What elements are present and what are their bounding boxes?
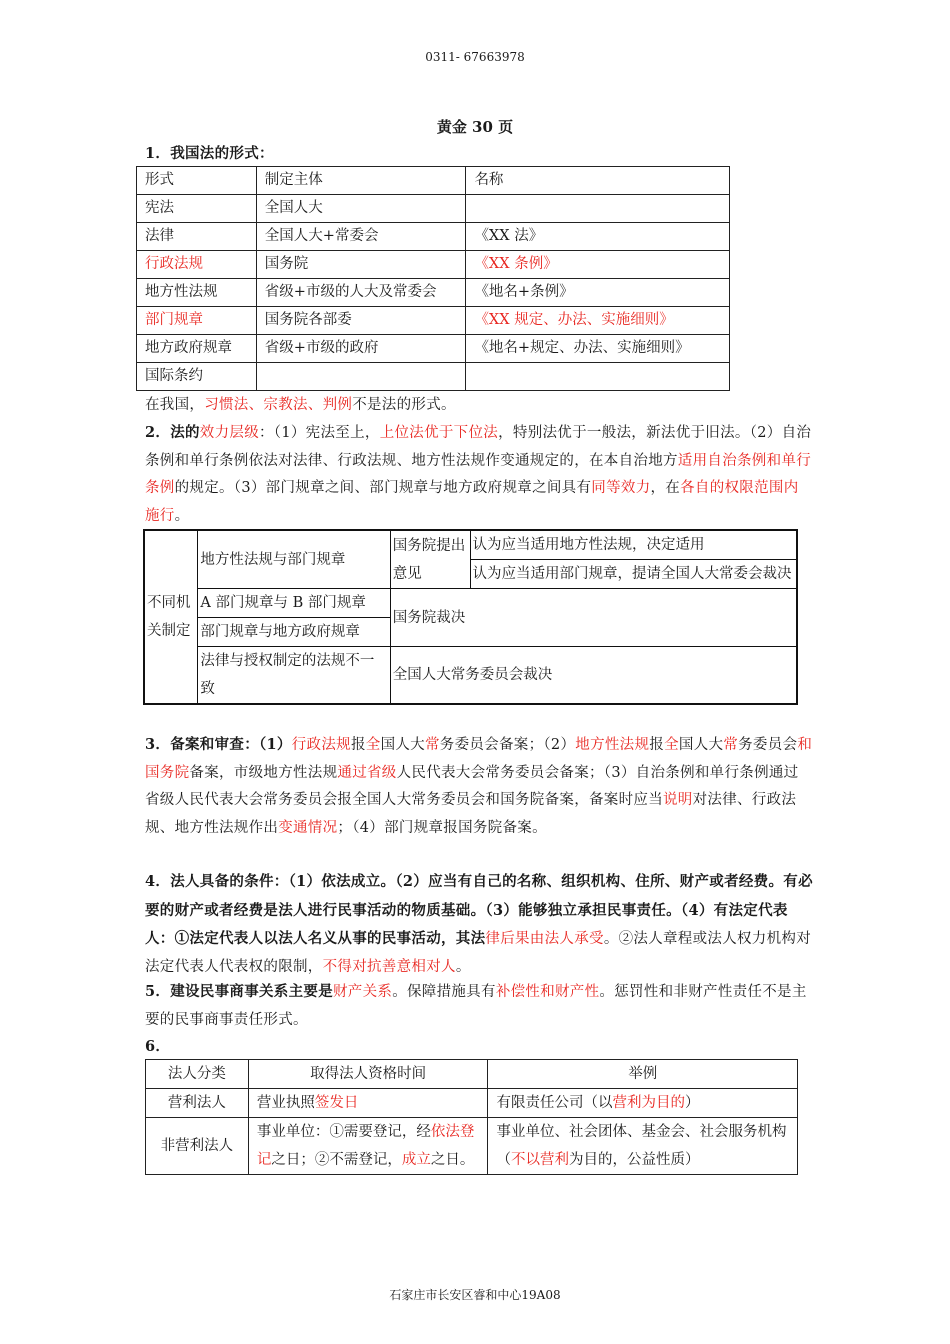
cell: 国务院各部委	[256, 307, 466, 335]
cell	[256, 363, 466, 391]
table-header: 名称	[466, 167, 730, 195]
cell: 有限责任公司（以营利为目的）	[488, 1089, 798, 1118]
cell: A 部门规章与 B 部门规章	[198, 589, 390, 618]
cell: 地方政府规章	[137, 335, 257, 363]
cell-left: 不同机关制定	[144, 530, 198, 704]
table-header: 取得法人资格时间	[248, 1060, 488, 1089]
cell: 非营利法人	[146, 1118, 249, 1175]
table-row	[137, 307, 730, 335]
cell: 国务院	[256, 251, 466, 279]
cell: 营利法人	[146, 1089, 249, 1118]
cell: 宪法	[137, 195, 257, 223]
section5-paragraph: 5．建设民事商事关系主要是财产关系。保障措施具有补偿性和财产性。惩罚性和非财产性责任不是主要的民事商事责任形式。	[145, 983, 807, 1028]
table-row	[146, 1118, 798, 1175]
cell: 全国人大+常委会	[256, 223, 466, 251]
cell: 营业执照签发日	[248, 1089, 488, 1118]
section6-heading: 6．	[145, 1038, 171, 1055]
cell: 全国人大常务委员会裁决	[390, 647, 797, 705]
cell: 国务院裁决	[390, 589, 797, 647]
table-row	[137, 279, 730, 307]
law-forms-table	[136, 166, 730, 391]
table-row	[137, 335, 730, 363]
cell: 法律	[137, 223, 257, 251]
table-row	[137, 195, 730, 223]
cell: 法律与授权制定的法规不一致	[198, 647, 390, 705]
legal-person-table	[145, 1059, 798, 1175]
cell: 地方性法规与部门规章	[198, 530, 390, 589]
cell: 省级+市级的政府	[256, 335, 466, 363]
cell: 国务院提出意见	[390, 530, 470, 589]
cell	[466, 363, 730, 391]
table-row	[146, 1089, 798, 1118]
cell: 《地名+条例》	[466, 279, 730, 307]
cell: 事业单位、社会团体、基金会、社会服务机构（不以营利为目的，公益性质）	[488, 1118, 798, 1175]
table-header: 形式	[137, 167, 257, 195]
table-header-row	[137, 167, 730, 195]
cell: 《地名+规定、办法、实施细则》	[466, 335, 730, 363]
cell: 地方性法规	[137, 279, 257, 307]
table-header: 法人分类	[146, 1060, 249, 1089]
table-row	[137, 223, 730, 251]
section3-paragraph: 3．备案和审查：（1）行政法规报全国人大常务委员会备案；（2）地方性法规报全国人大常务委员会和国务院备案，市级地方性法规通过省级人民代表大会常务委员会备案；（3）自治条例和单行条例通过省级人民代表大会常务委员会报全国人大常务委员会和国务院备案，备案时应当说明对法律、行政法规、地方性法规作出变通情况；（4）部门规章报国务院备案。	[145, 736, 813, 836]
conflict-resolution-table	[143, 529, 798, 705]
cell: 《XX 规定、办法、实施细则》	[466, 307, 730, 335]
cell: 认为应当适用地方性法规，决定适用	[470, 530, 797, 560]
page-title: 黄金 30 页	[436, 118, 514, 136]
cell: 《XX 法》	[466, 223, 730, 251]
table-row	[137, 363, 730, 391]
header-phone: 0311- 67663978	[425, 50, 525, 64]
cell: 行政法规	[137, 251, 257, 279]
section4-paragraph: 4．法人具备的条件：（1）依法成立。（2）应当有自己的名称、组织机构、住所、财产或者经费。有必要的财产或者经费是法人进行民事活动的物质基础。（3）能够独立承担民事责任。（4）有法定代表人：①法定代表人以法人名义从事的民事活动，其法律后果由法人承受。②法人章程或法人权力机构对法定代表人代表权的限制，不得对抗善意相对人。	[145, 873, 813, 975]
cell: 认为应当适用部门规章，提请全国人大常委会裁决	[470, 560, 797, 589]
table-row	[137, 251, 730, 279]
section1-note: 在我国，习惯法、宗教法、判例不是法的形式。	[145, 397, 456, 413]
cell: 《XX 条例》	[466, 251, 730, 279]
footer-address: 石家庄市长安区睿和中心19A08	[389, 1288, 561, 1302]
table-header-row	[146, 1060, 798, 1089]
cell: 部门规章与地方政府规章	[198, 618, 390, 647]
cell: 部门规章	[137, 307, 257, 335]
cell: 国际条约	[137, 363, 257, 391]
table-header: 举例	[488, 1060, 798, 1089]
section2-paragraph: 2．法的效力层级：（1）宪法至上，上位法优于下位法，特别法优于一般法，新法优于旧法。（2）自治条例和单行条例依法对法律、行政法规、地方性法规作变通规定的，在本自治地方适用自治条例和单行条例的规定。（3）部门规章之间、部门规章与地方政府规章之间具有同等效力，在各自的权限范围内施行。	[145, 424, 812, 524]
cell	[466, 195, 730, 223]
cell: 省级+市级的人大及常委会	[256, 279, 466, 307]
table-header: 制定主体	[256, 167, 466, 195]
cell: 全国人大	[256, 195, 466, 223]
section1-heading: 1．我国法的形式：	[145, 145, 274, 162]
cell: 事业单位：①需要登记，经依法登记之日；②不需登记，成立之日。	[248, 1118, 488, 1175]
